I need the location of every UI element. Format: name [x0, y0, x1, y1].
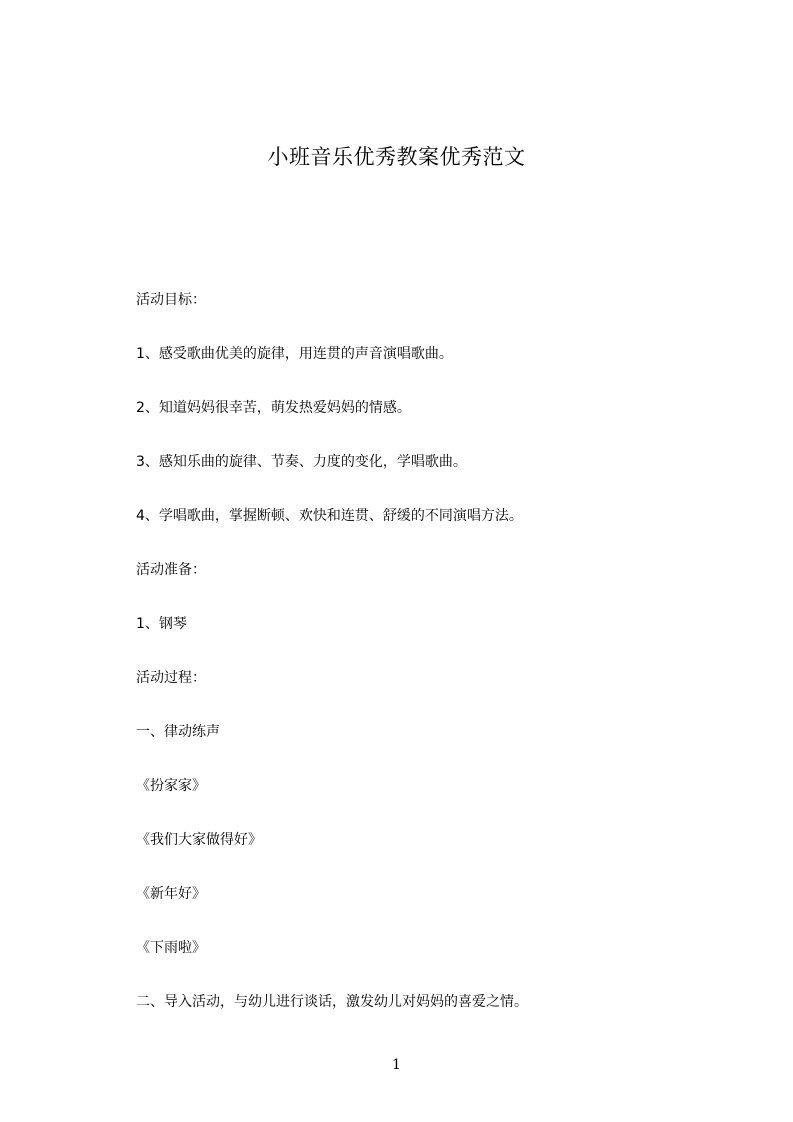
goal-item-3: 3、感知乐曲的旋律、节奏、力度的变化，学唱歌曲。 — [136, 454, 467, 470]
song-title: 《我们大家做得好》 — [136, 832, 262, 848]
process-step-2: 二、导入活动，与幼儿进行谈话，激发幼儿对妈妈的喜爱之情。 — [136, 994, 528, 1010]
document-title: 小班音乐优秀教案优秀范文 — [267, 145, 526, 169]
goal-item-2: 2、知道妈妈很幸苦，萌发热爱妈妈的情感。 — [136, 400, 411, 416]
song-title: 《新年好》 — [136, 886, 206, 902]
song-title: 《扮家家》 — [136, 778, 206, 794]
song-title: 《下雨啦》 — [136, 940, 206, 956]
goal-item-4: 4、学唱歌曲，掌握断顿、欢快和连贯、舒缓的不同演唱方法。 — [136, 508, 523, 524]
section-heading-preparation: 活动准备： — [136, 562, 206, 578]
section-heading-process: 活动过程： — [136, 670, 206, 686]
process-step-1: 一、律动练声 — [136, 724, 220, 740]
page-number: 1 — [392, 1057, 401, 1073]
preparation-item-1: 1、钢琴 — [136, 616, 187, 632]
document-body — [136, 286, 696, 1042]
section-heading-goals: 活动目标： — [136, 292, 206, 308]
goal-item-1: 1、感受歌曲优美的旋律，用连贯的声音演唱歌曲。 — [136, 346, 453, 362]
